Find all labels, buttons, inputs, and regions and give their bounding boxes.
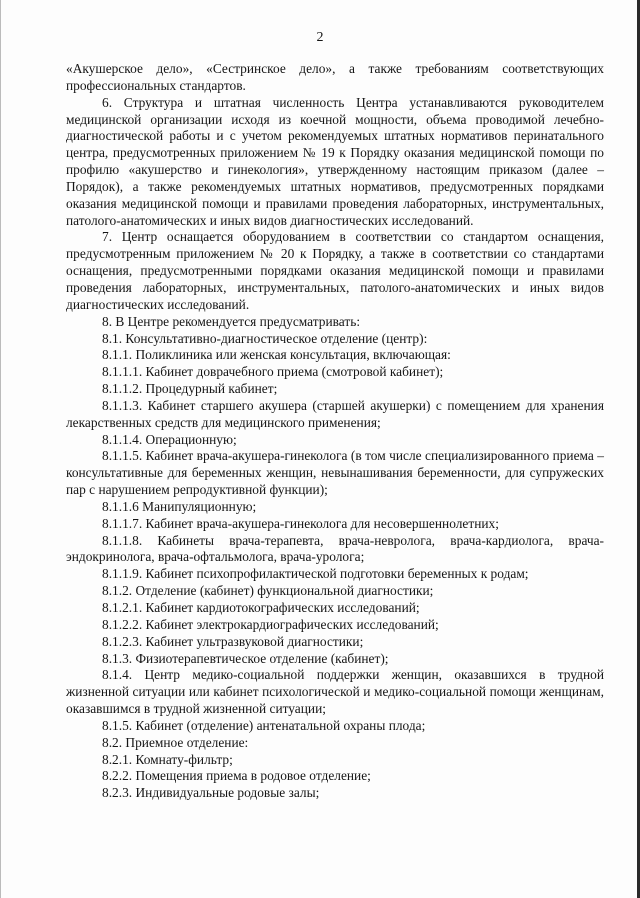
paragraph: 8. В Центре рекомендуется предусматривать: [102,313,361,329]
paragraph: 8.1.3. Физиотерапевтическое отделение (кабинет); [102,650,389,666]
paragraph: 8.1.1.1. Кабинет доврачебного приема (смотровой кабинет); [102,364,444,380]
page-number: 2 [316,30,324,45]
paragraph: 8.1.1.5. Кабинет врача-акушера-гинеколога (в том числе специализированного приема – консультативные для беременных женщин, невынашивания беременности, для супружеских пар с нарушением репродуктивной функции); [66,448,604,498]
paragraph: 8.1.1.2. Процедурный кабинет; [102,381,278,397]
paragraph: 7. Центр оснащается оборудованием в соответствии со стандартом оснащения, предусмотренным приложением № 20 к Порядку, а также в соответствии со стандартами оснащения, предусмотренными порядками оказания медицинской помощи и правилами проведения лабораторных, инструментальных, патолого-анатомических и иных видов диагностических исследований. [66,229,604,312]
paragraph: 8.1. Консультативно-диагностическое отделение (центр): [102,330,428,346]
paragraph: 8.1.1. Поликлиника или женская консультация, включающая: [102,347,451,363]
paragraph: 8.1.1.7. Кабинет врача-акушера-гинеколога для несовершеннолетних; [102,515,499,531]
paragraph: 8.2. Приемное отделение: [102,734,249,750]
paragraph: 8.1.2. Отделение (кабинет) функциональной диагностики; [102,583,434,599]
paragraph: 8.2.1. Комнату-фильтр; [102,751,233,767]
paragraph: 8.1.2.3. Кабинет ультразвуковой диагностики; [102,633,364,649]
paragraph: 8.1.1.3. Кабинет старшего акушера (старшей акушерки) с помещением для хранения лекарственных средств для медицинского применения; [66,397,604,430]
paragraph: 6. Структура и штатная численность Центра устанавливаются руководителем медицинской организации исходя из коечной мощности, объема проводимой лечебно-диагностической работы и с учетом рекомендуемых штатных нормативов перинатального центра, предусмотренных приложением № 19 к Порядку оказания медицинской помощи по профилю «акушерство и гинекология», утвержденному настоящим приказом (далее – Порядок), а также рекомендуемых штатных нормативов, предусмотренных порядками оказания медицинской помощи и правилами проведения лабораторных, инструментальных, патолого-анатомических и иных видов диагностических исследований. [66,94,604,228]
paragraph: «Акушерское дело», «Сестринское дело», а также требованиям соответствующих профессиональных стандартов. [66,61,604,93]
paragraph: 8.1.1.6 Манипуляционную; [102,498,257,514]
paragraph: 8.2.2. Помещения приема в родовое отделение; [102,768,371,784]
document-body [66,61,604,802]
paragraph: 8.1.1.9. Кабинет психопрофилактической подготовки беременных к родам; [102,566,529,582]
paragraph: 8.1.1.4. Операционную; [102,431,237,447]
paragraph: 8.1.4. Центр медико-социальной поддержки женщин, оказавшихся в трудной жизненной ситуации или кабинет психологической и медико-социальной помощи женщинам, оказавшимся в трудной жизненной ситуации; [66,667,604,717]
paragraph: 8.1.1.8. Кабинеты врача-терапевта, врача-невролога, врача-кардиолога, врача-эндокринолога, врача-офтальмолога, врача-уролога; [66,532,604,565]
paragraph: 8.1.2.1. Кабинет кардиотокографических исследований; [102,600,420,615]
paragraph: 8.1.2.2. Кабинет электрокардиографических исследований; [102,616,439,632]
paragraph: 8.1.5. Кабинет (отделение) антенатальной охраны плода; [102,717,426,733]
scan-border-left [0,0,1,898]
paragraph: 8.2.3. Индивидуальные родовые залы; [102,785,320,801]
